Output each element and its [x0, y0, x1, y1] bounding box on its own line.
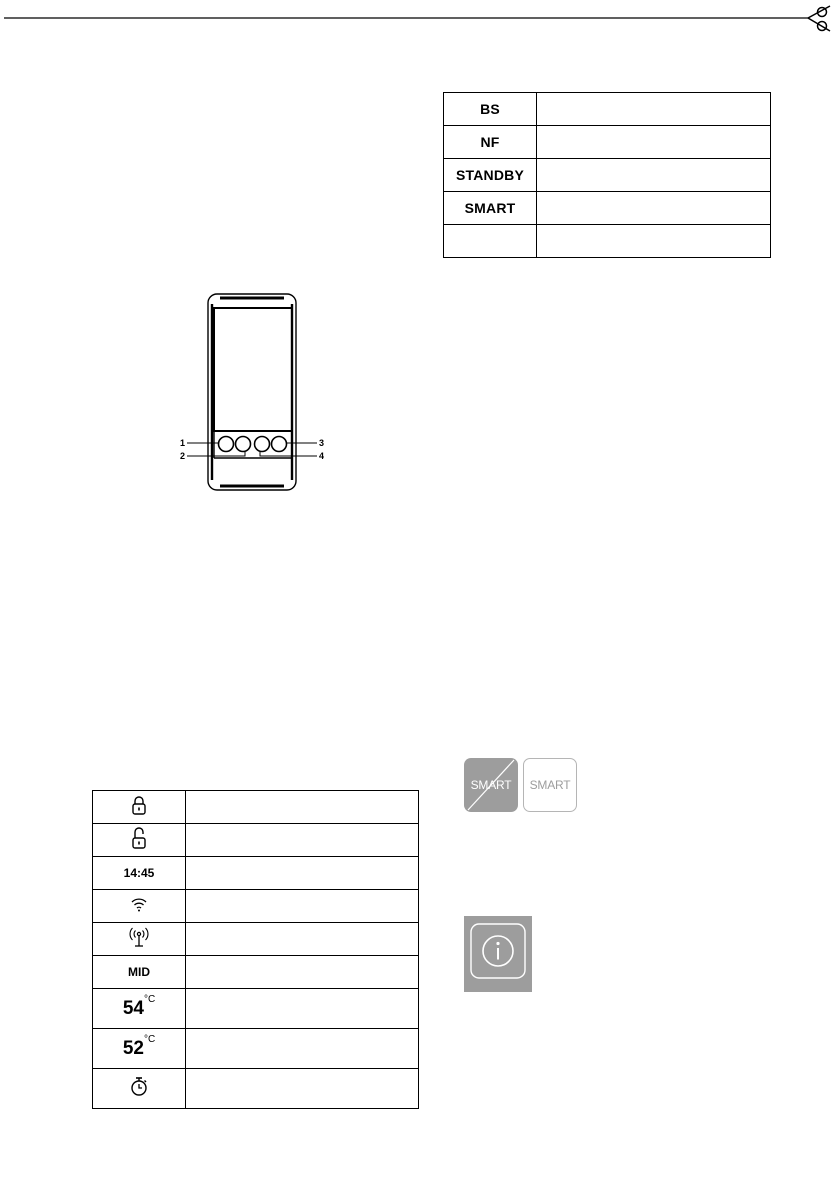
clock-time-symbol: 14:45: [123, 866, 155, 880]
device-outline: [208, 294, 296, 490]
table-row: [93, 857, 419, 890]
smart-off-button[interactable]: [464, 758, 518, 812]
lock-closed-icon: [131, 795, 147, 815]
symbol-description: [186, 824, 419, 857]
smart-on-button[interactable]: [523, 758, 577, 812]
mode-key: STANDBY: [444, 159, 537, 192]
symbol-description: [186, 923, 419, 956]
power-level-symbol: MID: [128, 965, 150, 979]
mode-description: [537, 159, 771, 192]
table-row: [93, 989, 419, 1029]
device-button-4: [255, 437, 270, 452]
callout-4: 4: [319, 451, 325, 461]
symbol-description: [186, 1029, 419, 1069]
table-row: [93, 890, 419, 923]
mode-key: [444, 225, 537, 258]
mode-key: BS: [444, 93, 537, 126]
device-button-1: [219, 437, 234, 452]
table-row: [93, 1029, 419, 1069]
mode-description: [537, 93, 771, 126]
info-button[interactable]: [464, 916, 532, 992]
table-row: [93, 956, 419, 989]
symbol-description: [186, 989, 419, 1029]
table-row: [93, 824, 419, 857]
info-icon: [464, 916, 532, 992]
table-row: [93, 1069, 419, 1109]
temperature-unit: °C: [143, 1034, 156, 1046]
scissors-icon: [808, 6, 830, 31]
symbol-table: [92, 790, 419, 1109]
table-row: [93, 923, 419, 956]
symbol-description: [186, 1069, 419, 1109]
table-row: [444, 93, 771, 126]
device-screen: [214, 308, 292, 431]
callout-1: 1: [180, 438, 186, 448]
symbol-description: [186, 791, 419, 824]
device-button-3: [272, 437, 287, 452]
temperature-unit: °C: [143, 994, 156, 1006]
lock-open-icon: [131, 827, 147, 849]
device-diagram: [174, 292, 334, 492]
mode-key: NF: [444, 126, 537, 159]
mode-key: SMART: [444, 192, 537, 225]
mode-table: [443, 92, 771, 258]
smart-buttons: [464, 758, 578, 814]
smart-on-label: SMART: [529, 778, 571, 792]
current-temperature-symbol: [122, 994, 156, 1020]
table-row: [444, 126, 771, 159]
callout-3: 3: [319, 438, 325, 448]
set-temperature-symbol: [122, 1034, 156, 1060]
smart-off-label: SMART: [470, 778, 512, 792]
temperature-value: 52: [122, 1037, 144, 1059]
temperature-value: 54: [122, 997, 144, 1019]
symbol-description: [186, 956, 419, 989]
mode-description: [537, 192, 771, 225]
radio-signal-icon: [127, 926, 151, 948]
device-button-2: [236, 437, 251, 452]
callout-2: 2: [180, 451, 186, 461]
symbol-description: [186, 857, 419, 890]
mode-description: [537, 126, 771, 159]
table-row: [444, 192, 771, 225]
scissor-cut-line: [0, 0, 839, 40]
symbol-description: [186, 890, 419, 923]
timer-icon: [129, 1075, 149, 1097]
table-row: [444, 159, 771, 192]
table-row: [444, 225, 771, 258]
mode-description: [537, 225, 771, 258]
wifi-icon: [130, 896, 148, 912]
table-row: [93, 791, 419, 824]
